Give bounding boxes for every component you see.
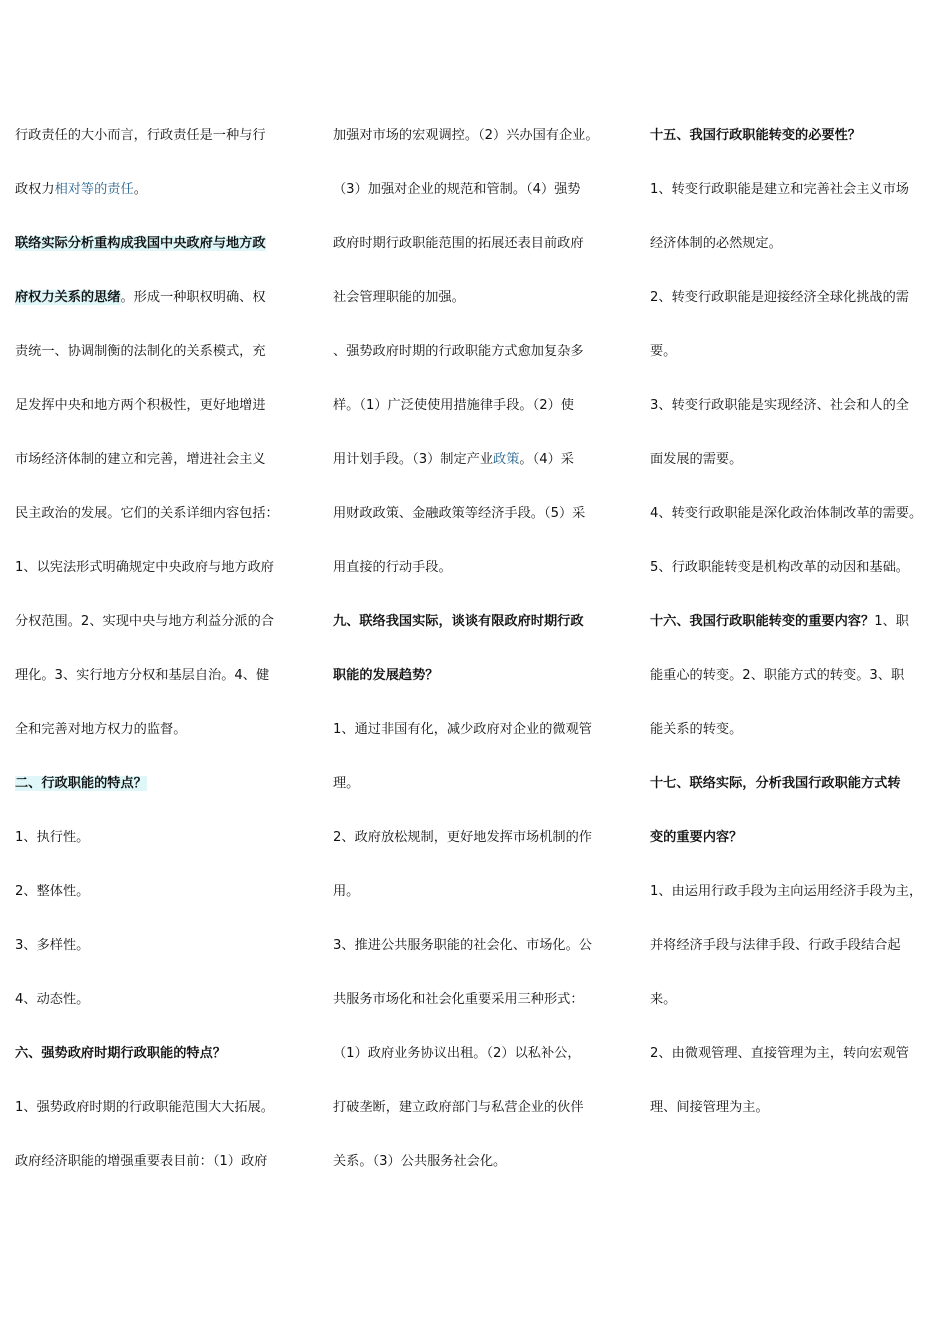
text-span: 。（4）采 [519, 452, 574, 467]
text-line: 市场经济体制的建立和完善，增进社会主义 [15, 452, 266, 467]
text-line: 1、强势政府时期的行政职能范围大大拓展。 [15, 1100, 274, 1115]
text-span: 用计划手段。（3）制定产业 [333, 452, 494, 467]
text-line: 共服务市场化和社会化重要采用三种形式： [333, 992, 584, 1007]
text-line: 1、由运用行政手段为主向运用经济手段为主， [650, 884, 923, 899]
text-line: 用财政政策、金融政策等经济手段。（5）采 [333, 506, 586, 521]
text-line: 打破垄断，建立政府部门与私营企业的伙伴 [333, 1100, 584, 1115]
text-line: 责统一、协调制衡的法制化的关系模式，充 [15, 344, 266, 359]
text-line: 要。 [650, 344, 677, 359]
text-line: 理化。3、实行地方分权和基层自治。4、健 [15, 668, 270, 683]
text-line: 3、推进公共服务职能的社会化、市场化。公 [333, 938, 592, 953]
text-column-middle [333, 122, 633, 1202]
text-line: 2、整体性。 [15, 884, 90, 899]
text-line [333, 446, 633, 500]
text-line: 来。 [650, 992, 677, 1007]
text-line: 加强对市场的宏观调控。（2）兴办国有企业。 [333, 128, 599, 143]
text-line: 并将经济手段与法律手段、行政手段结合起 [650, 938, 901, 953]
text-line: 理、间接管理为主。 [650, 1100, 769, 1115]
text-line [15, 230, 315, 284]
text-line: 民主政治的发展。它们的关系详细内容包括： [15, 506, 279, 521]
section-heading-cont: 变的重要内容？ [650, 830, 743, 845]
text-line: 能重心的转变。2、职能方式的转变。3、职 [650, 668, 905, 683]
text-span: 1、职 [874, 614, 909, 629]
section-heading: 九、联络我国实际，谈谈有限政府时期行政 [333, 614, 584, 629]
section-heading: 十七、联络实际，分析我国行政职能方式转 [650, 776, 901, 791]
text-line: 1、通过非国有化，减少政府对企业的微观管 [333, 722, 592, 737]
text-line: 足发挥中央和地方两个积极性，更好地增进 [15, 398, 266, 413]
text-line: （3）加强对企业的规范和管制。（4）强势 [333, 182, 581, 197]
text-line: 能关系的转变。 [650, 722, 743, 737]
text-line: 5、行政职能转变是机构改革的动因和基础。 [650, 560, 909, 575]
text-line [650, 608, 942, 662]
text-line [15, 284, 315, 338]
section-heading: 二、行政职能的特点？ [15, 776, 147, 791]
section-heading-cont: 职能的发展趋势？ [333, 668, 439, 683]
text-line: 、强势政府时期的行政职能方式愈加复杂多 [333, 344, 584, 359]
text-line [15, 176, 315, 230]
text-line: 全和完善对地方权力的监督。 [15, 722, 187, 737]
text-line: 分权范围。2、实现中央与地方利益分派的合 [15, 614, 274, 629]
section-heading: 十五、我国行政职能转变的必要性？ [650, 128, 861, 143]
text-line: 3、多样性。 [15, 938, 90, 953]
text-line [15, 770, 315, 824]
section-heading-cont: 府权力关系的思绪 [15, 290, 121, 305]
section-heading: 十六、我国行政职能转变的重要内容？ [650, 614, 875, 629]
text-span: 。 [133, 182, 147, 197]
section-heading: 六、强势政府时期行政职能的特点？ [15, 1046, 226, 1061]
text-line: 2、政府放松规制，更好地发挥市场机制的作 [333, 830, 592, 845]
text-line: 经济体制的必然规定。 [650, 236, 782, 251]
text-line: 用直接的行动手段。 [333, 560, 452, 575]
text-line: 面发展的需要。 [650, 452, 743, 467]
text-line: 2、由微观管理、直接管理为主，转向宏观管 [650, 1046, 909, 1061]
highlighted-phrase: 相对等的责任 [54, 182, 134, 197]
link-text: 政策 [493, 452, 520, 467]
text-line: 1、执行性。 [15, 830, 90, 845]
text-line: 1、以宪法形式明确规定中央政府与地方政府 [15, 560, 274, 575]
section-heading: 联络实际分析重构成我国中央政府与地方政 [15, 236, 266, 251]
text-line: 3、转变行政职能是实现经济、社会和人的全 [650, 398, 909, 413]
text-line: 关系。（3）公共服务社会化。 [333, 1154, 507, 1169]
text-line: （1）政府业务协议出租。（2）以私补公， [333, 1046, 581, 1061]
text-line: 政府经济职能的增强重要表目前：（1）政府 [15, 1154, 268, 1169]
text-line: 1、转变行政职能是建立和完善社会主义市场 [650, 182, 909, 197]
text-line: 2、转变行政职能是迎接经济全球化挑战的需 [650, 290, 909, 305]
text-span: 政权力 [15, 182, 55, 197]
text-line: 行政责任的大小而言，行政责任是一种与行 [15, 128, 266, 143]
text-column-left [15, 122, 315, 1202]
text-line: 样。（1）广泛使使用措施律手段。（2）使 [333, 398, 574, 413]
text-line: 4、动态性。 [15, 992, 90, 1007]
text-line: 用。 [333, 884, 360, 899]
text-line: 理。 [333, 776, 360, 791]
text-line: 社会管理职能的加强。 [333, 290, 465, 305]
text-line: 4、转变行政职能是深化政治体制改革的需要。 [650, 506, 923, 521]
text-column-right [650, 122, 942, 1148]
text-span: 。形成一种职权明确、权 [120, 290, 266, 305]
text-line: 政府时期行政职能范围的拓展还表目前政府 [333, 236, 584, 251]
